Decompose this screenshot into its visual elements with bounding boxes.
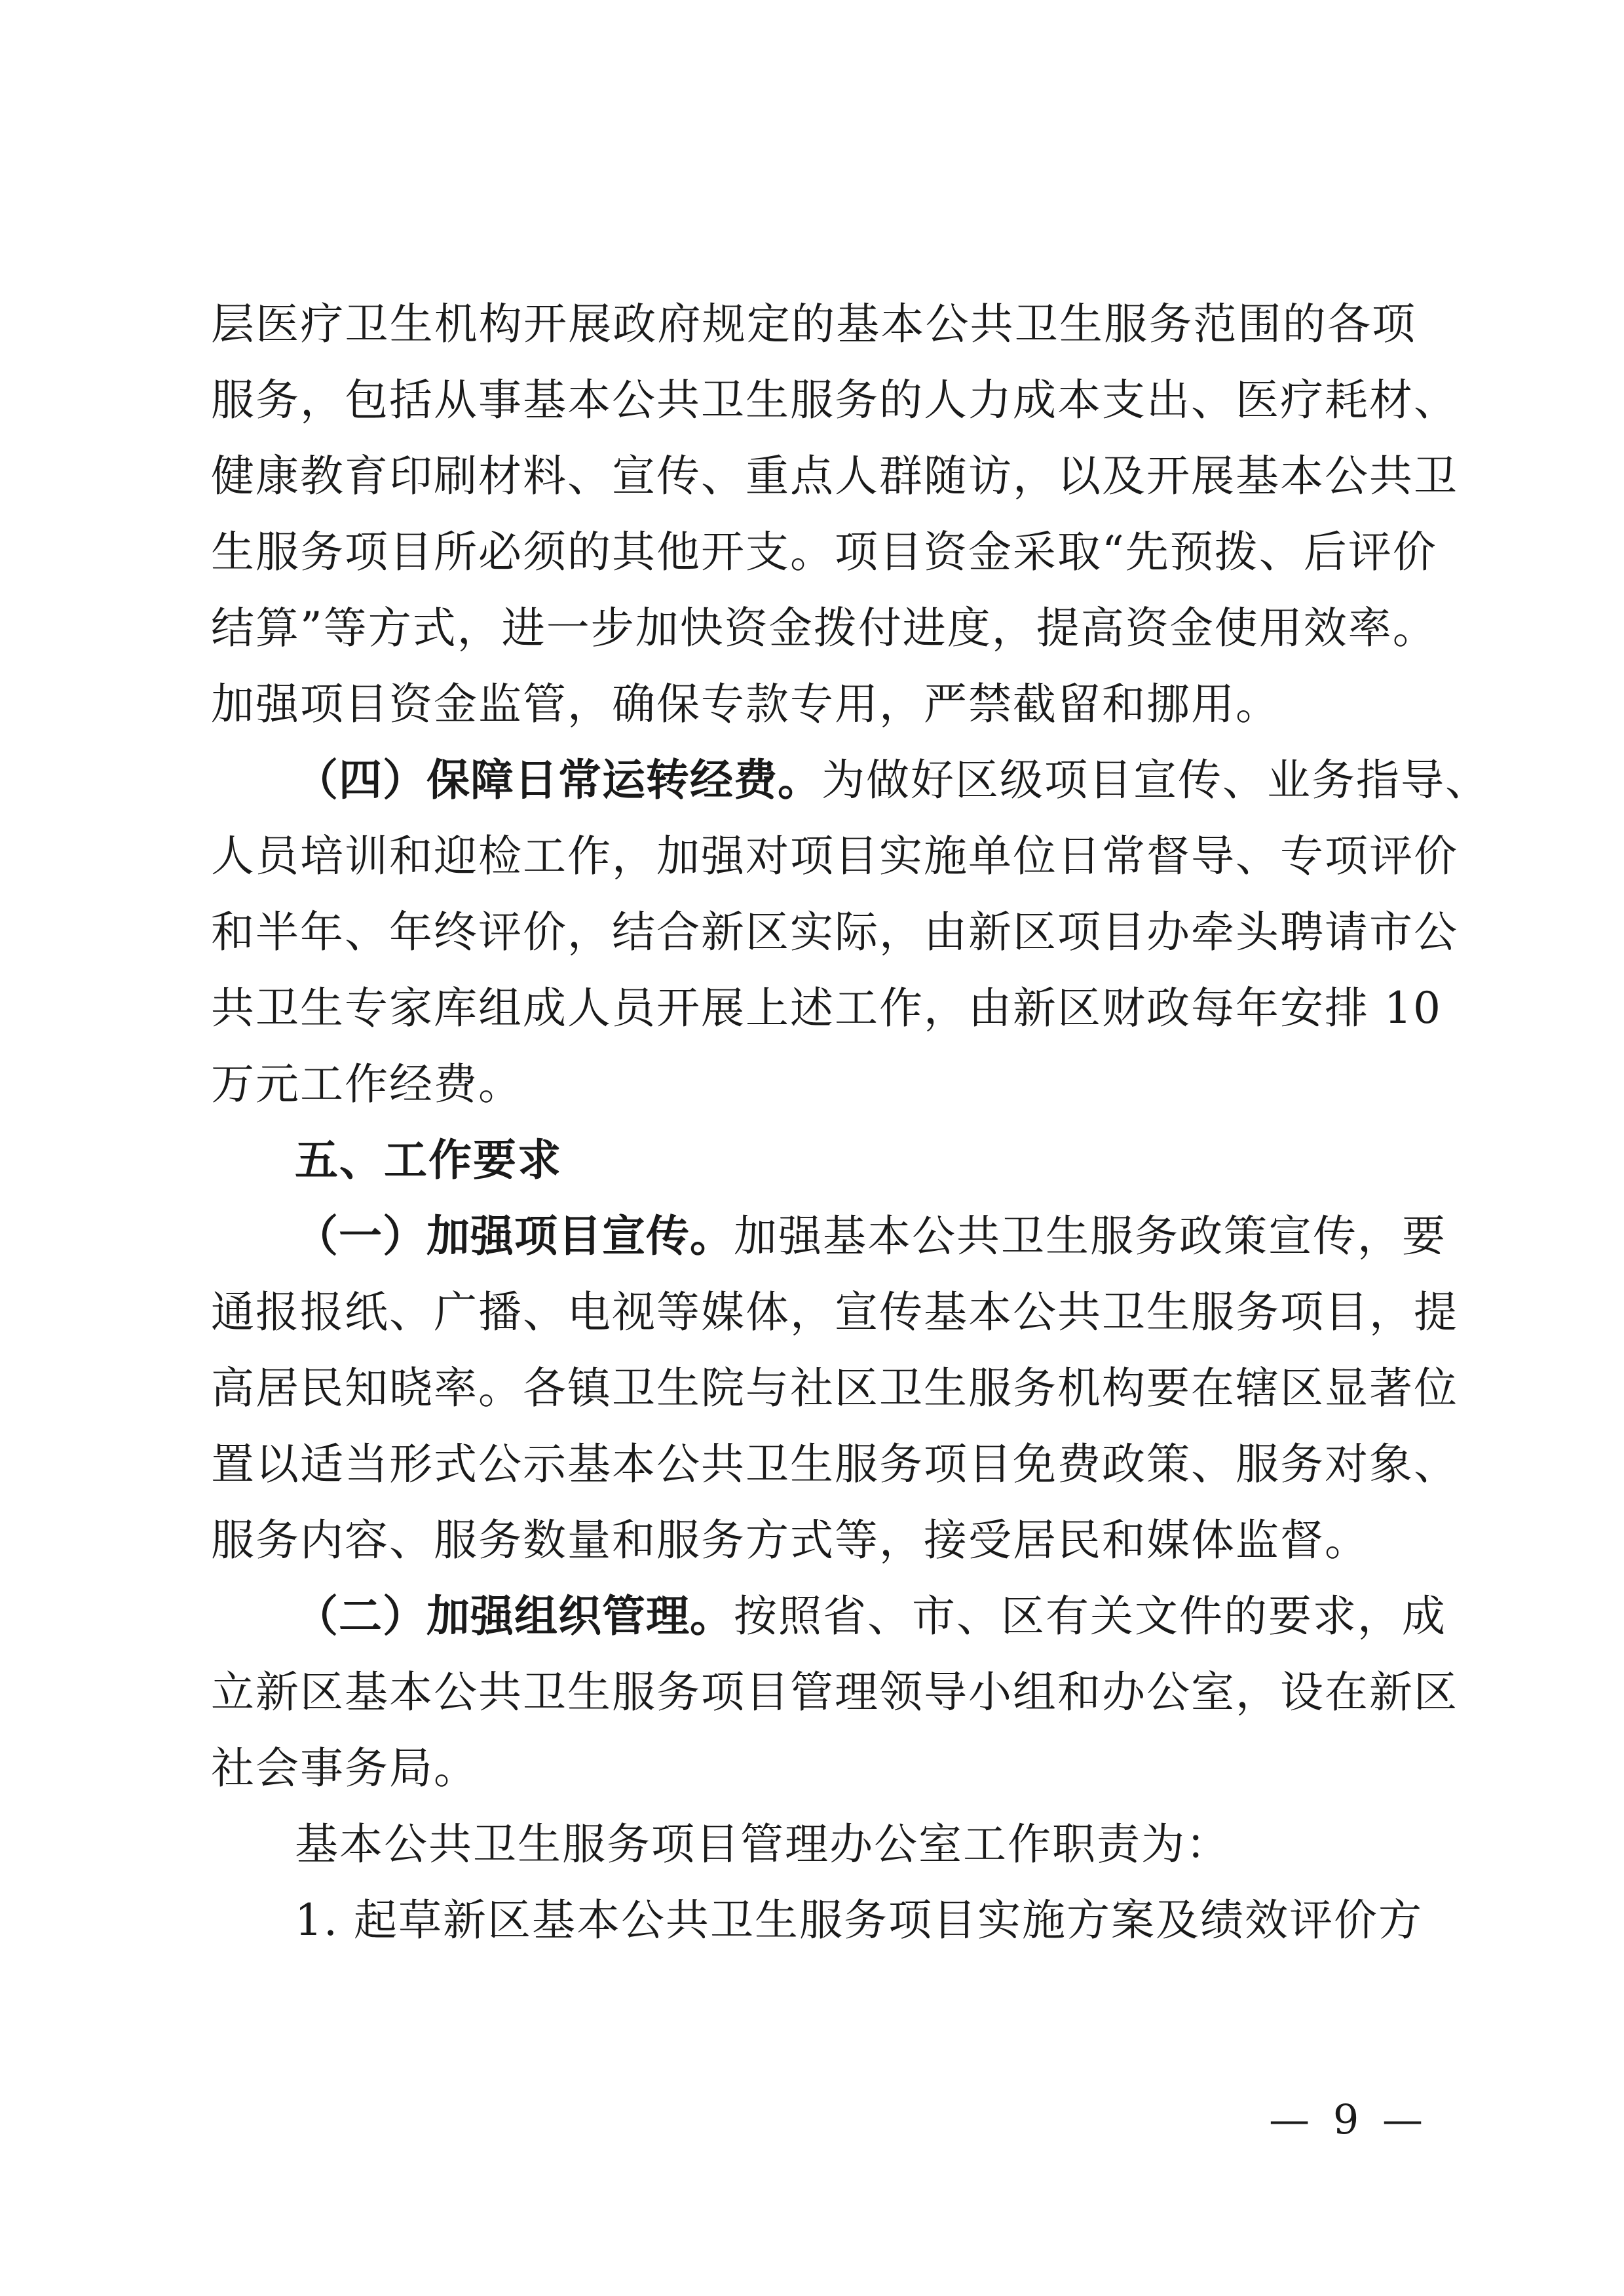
p5-line-1: 基本公共卫生服务项目管理办公室工作职责为： bbox=[295, 1819, 1230, 1869]
p1-line-2: 服务，包括从事基本公共卫生服务的人力成本支出、医疗耗材、 bbox=[211, 375, 1458, 425]
p1-line-6: 加强项目资金监管，确保专款专用，严禁截留和挪用。 bbox=[211, 679, 1280, 729]
p3-line-1-rest: 加强基本公共卫生服务政策宣传，要 bbox=[734, 1211, 1446, 1261]
p3-line-2: 通报报纸、广播、电视等媒体，宣传基本公共卫生服务项目，提 bbox=[211, 1287, 1458, 1337]
p2-line-3: 和半年、年终评价，结合新区实际，由新区项目办牵头聘请市公 bbox=[211, 907, 1458, 957]
section-heading-5: 五、工作要求 bbox=[295, 1135, 562, 1185]
p2-line-1-rest: 为做好区级项目宣传、业务指导、 bbox=[821, 755, 1490, 805]
p4-line-2: 立新区基本公共卫生服务项目管理领导小组和办公室，设在新区 bbox=[211, 1667, 1458, 1717]
p1-line-5: 结算”等方式，进一步加快资金拨付进度，提高资金使用效率。 bbox=[211, 603, 1437, 653]
p3-line-4: 置以适当形式公示基本公共卫生服务项目免费政策、服务对象、 bbox=[211, 1439, 1458, 1489]
p1-line-3: 健康教育印刷材料、宣传、重点人群随访，以及开展基本公共卫 bbox=[211, 451, 1458, 501]
p4-line-3: 社会事务局。 bbox=[211, 1743, 478, 1793]
p2-lead: （四）保障日常运转经费。 bbox=[295, 755, 821, 805]
p2-line-5: 万元工作经费。 bbox=[211, 1059, 523, 1109]
p4-line-1 bbox=[295, 1590, 1446, 1643]
p3-lead: （一）加强项目宣传。 bbox=[295, 1211, 734, 1261]
p2-line-2: 人员培训和迎检工作，加强对项目实施单位日常督导、专项评价 bbox=[211, 831, 1458, 881]
p1-line-4: 生服务项目所必须的其他开支。项目资金采取“先预拨、后评价 bbox=[211, 527, 1437, 577]
p3-line-5: 服务内容、服务数量和服务方式等，接受居民和媒体监督。 bbox=[211, 1515, 1369, 1565]
p3-line-1 bbox=[295, 1210, 1446, 1263]
p4-line-1-rest: 按照省、市、区有关文件的要求，成 bbox=[734, 1591, 1446, 1641]
p2-line-1 bbox=[295, 754, 1490, 807]
p6-line-1: 1. 起草新区基本公共卫生服务项目实施方案及绩效评价方 bbox=[295, 1895, 1423, 1945]
p3-line-3: 高居民知晓率。各镇卫生院与社区卫生服务机构要在辖区显著位 bbox=[211, 1363, 1458, 1413]
p4-lead: （二）加强组织管理。 bbox=[295, 1591, 734, 1641]
p1-line-1: 层医疗卫生机构开展政府规定的基本公共卫生服务范围的各项 bbox=[211, 299, 1416, 349]
p2-line-4: 共卫生专家库组成人员开展上述工作，由新区财政每年安排 10 bbox=[211, 983, 1442, 1033]
page-number: — 9 — bbox=[1269, 2095, 1428, 2143]
